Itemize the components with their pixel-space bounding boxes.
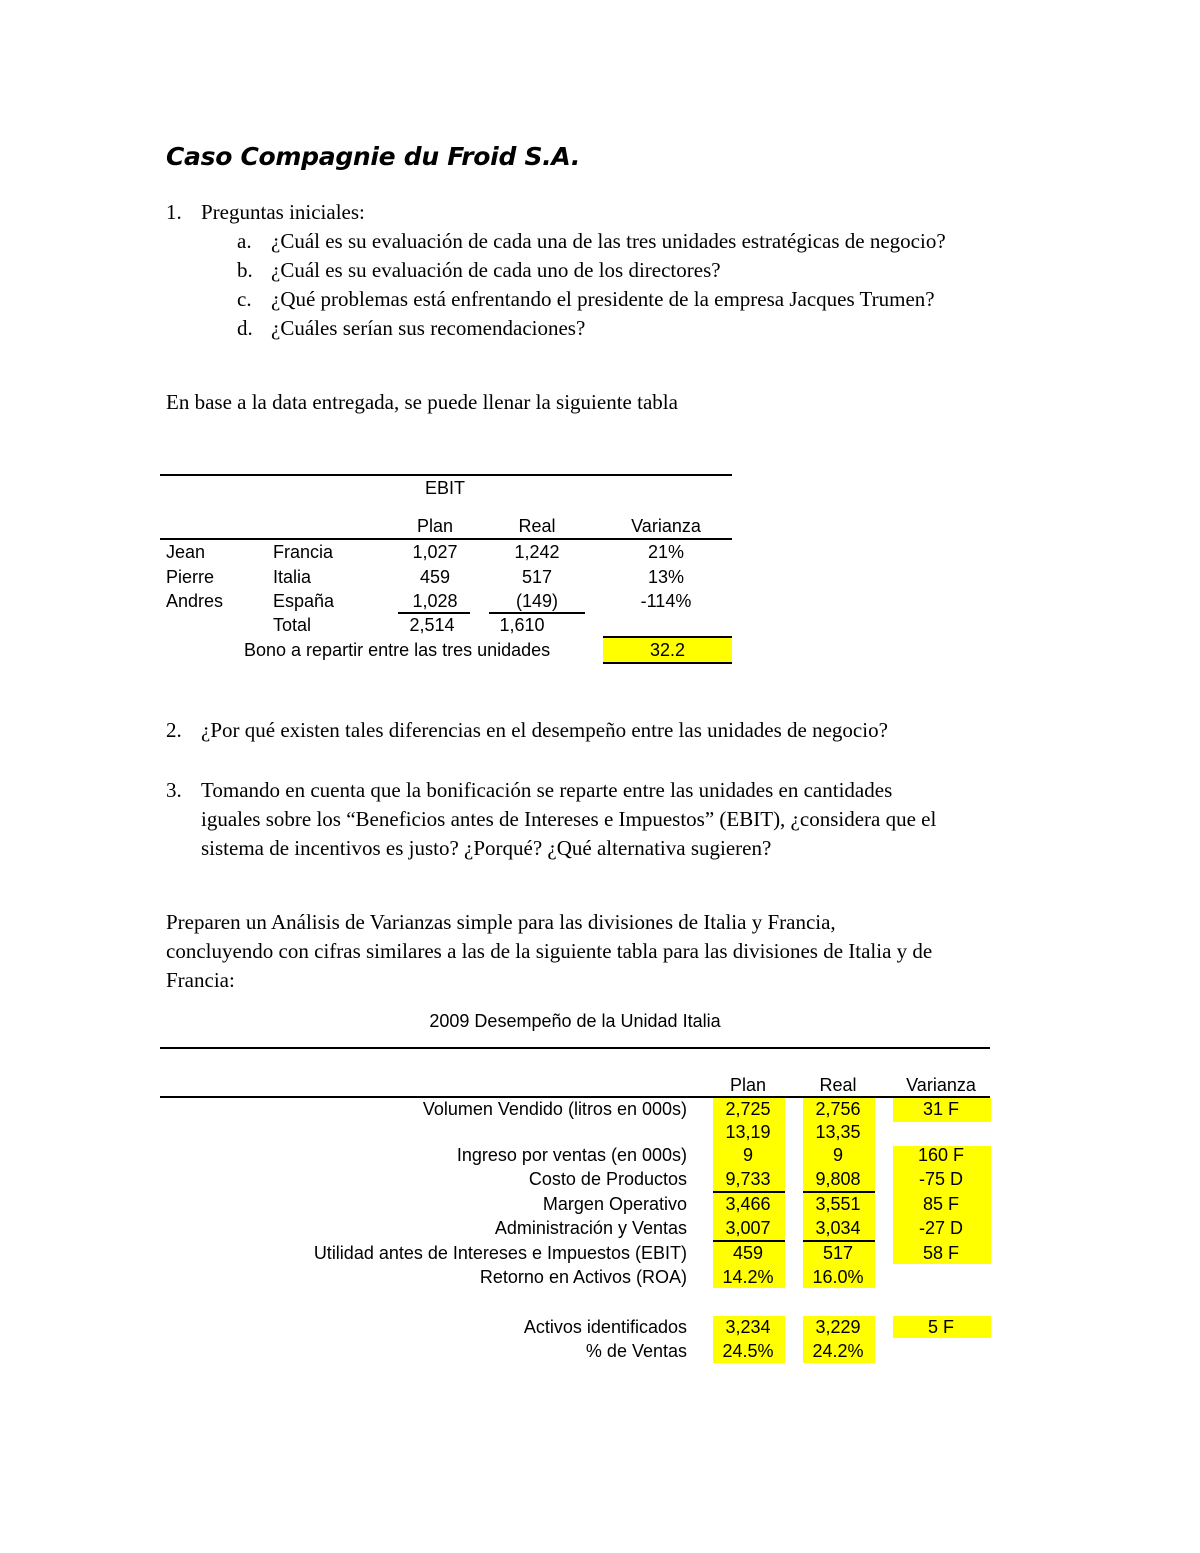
plan-value: 14.2%	[722, 1267, 774, 1287]
director-name: Andres	[166, 591, 224, 611]
table-top-rule	[160, 474, 732, 476]
subtotal-rule	[713, 1191, 785, 1193]
subquestion-letter: a.	[237, 229, 252, 253]
plan-value: 3,466	[725, 1194, 771, 1214]
subquestion-letter: b.	[237, 258, 253, 282]
real-value: 517	[822, 1243, 854, 1263]
plan-value: 1,028	[412, 591, 458, 611]
ebit-group-header: EBIT	[424, 478, 465, 498]
plan-value: 3,234	[725, 1317, 771, 1337]
question-3-number: 3.	[166, 778, 182, 802]
real-value: 517	[521, 567, 553, 587]
unit-name: España	[273, 591, 335, 611]
table-top-rule	[160, 1047, 990, 1049]
header-rule	[160, 538, 732, 540]
row-label: Administración y Ventas	[494, 1218, 687, 1238]
italia-header-real: Real	[819, 1075, 857, 1095]
question-2-number: 2.	[166, 718, 182, 742]
question-1-text: Preguntas iniciales:	[201, 200, 365, 224]
instruction-line: Preparen un Análisis de Varianzas simple para las divisiones de Italia y Francia,	[166, 910, 836, 934]
varianza-value: 85 F	[922, 1194, 960, 1214]
row-label: Retorno en Activos (ROA)	[479, 1267, 687, 1287]
row-label: % de Ventas	[585, 1341, 687, 1361]
varianza-value: 5 F	[927, 1317, 954, 1337]
director-name: Jean	[166, 542, 206, 562]
subquestion-letter: d.	[237, 316, 253, 340]
varianza-value: 58 F	[922, 1243, 960, 1263]
real-value: 16.0%	[812, 1267, 864, 1287]
row-label: Margen Operativo	[542, 1194, 687, 1214]
plan-value: 1,027	[412, 542, 458, 562]
real-value: 2,756	[815, 1099, 861, 1119]
varianza-value: -114%	[640, 591, 692, 611]
row-label: Ingreso por ventas (en 000s)	[456, 1145, 687, 1165]
italia-header-plan: Plan	[729, 1075, 767, 1095]
real-value: 3,229	[815, 1317, 861, 1337]
plan-value: 9,733	[725, 1169, 771, 1189]
real-value: (149)	[515, 591, 559, 611]
real-value: 3,551	[815, 1194, 861, 1214]
plan-value: 3,007	[725, 1218, 771, 1238]
instruction-line: Francia:	[166, 968, 235, 992]
varianza-value: -27 D	[918, 1218, 963, 1238]
instruction-line: concluyendo con cifras similares a las de la siguiente tabla para las divisiones de Italia y de	[166, 939, 933, 963]
row-label: Costo de Productos	[528, 1169, 687, 1189]
total-real: 1,610	[499, 615, 545, 635]
ebit-header-real: Real	[518, 516, 556, 536]
director-name: Pierre	[166, 567, 215, 587]
subquestion-text: ¿Cuál es su evaluación de cada uno de los directores?	[271, 258, 721, 282]
real-value: 13,35	[815, 1122, 861, 1142]
question-3-line: Tomando en cuenta que la bonificación se reparte entre las unidades en cantidades	[201, 778, 893, 802]
plan-value: 24.5%	[722, 1341, 774, 1361]
real-value: 3,034	[815, 1218, 861, 1238]
ebit-header-varianza: Varianza	[631, 516, 701, 536]
subquestion-text: ¿Qué problemas está enfrentando el presidente de la empresa Jacques Trumen?	[271, 287, 935, 311]
question-1-number: 1.	[166, 200, 182, 224]
varianza-value: 31 F	[922, 1099, 960, 1119]
row-label: Volumen Vendido (litros en 000s)	[422, 1099, 687, 1119]
varianza-value: 21%	[647, 542, 685, 562]
bono-value: 32.2	[649, 640, 686, 660]
total-plan: 2,514	[409, 615, 455, 635]
total-label: Total	[273, 615, 312, 635]
real-value: 9	[832, 1145, 843, 1165]
bono-bottom-rule	[603, 662, 732, 664]
subtotal-rule	[489, 612, 585, 614]
plan-value: 459	[732, 1243, 764, 1263]
plan-value: 459	[419, 567, 451, 587]
subtotal-rule	[803, 1191, 875, 1193]
document-title: Caso Compagnie du Froid S.A.	[166, 142, 581, 171]
real-value: 1,242	[514, 542, 560, 562]
question-2-text: ¿Por qué existen tales diferencias en el desempeño entre las unidades de negocio?	[201, 718, 888, 742]
subquestion-text: ¿Cuáles serían sus recomendaciones?	[271, 316, 586, 340]
unit-name: Francia	[273, 542, 334, 562]
varianza-value: -75 D	[918, 1169, 963, 1189]
italia-table-caption: 2009 Desempeño de la Unidad Italia	[429, 1011, 721, 1031]
subtotal-rule	[713, 1240, 785, 1242]
bono-label: Bono a repartir entre las tres unidades	[244, 640, 551, 660]
question-3-line: sistema de incentivos es justo? ¿Porqué? ¿Qué alternativa sugieren?	[201, 836, 772, 860]
row-label: Utilidad antes de Intereses e Impuestos (EBIT)	[313, 1243, 687, 1263]
unit-name: Italia	[273, 567, 312, 587]
subquestion-letter: c.	[237, 287, 252, 311]
real-value: 9,808	[815, 1169, 861, 1189]
intro-paragraph: En base a la data entregada, se puede llenar la siguiente tabla	[166, 390, 678, 414]
subquestion-text: ¿Cuál es su evaluación de cada una de las tres unidades estratégicas de negocio?	[271, 229, 946, 253]
subtotal-rule	[803, 1240, 875, 1242]
plan-value: 9	[742, 1145, 753, 1165]
question-3-line: iguales sobre los “Beneficios antes de Intereses e Impuestos” (EBIT), ¿considera que el	[201, 807, 937, 831]
varianza-value: 160 F	[917, 1145, 965, 1165]
plan-value: 13,19	[725, 1122, 771, 1142]
ebit-header-plan: Plan	[416, 516, 454, 536]
italia-header-varianza: Varianza	[906, 1075, 976, 1095]
real-value: 24.2%	[812, 1341, 864, 1361]
subtotal-rule	[398, 612, 470, 614]
varianza-value: 13%	[647, 567, 685, 587]
row-label: Activos identificados	[523, 1317, 687, 1337]
plan-value: 2,725	[725, 1099, 771, 1119]
